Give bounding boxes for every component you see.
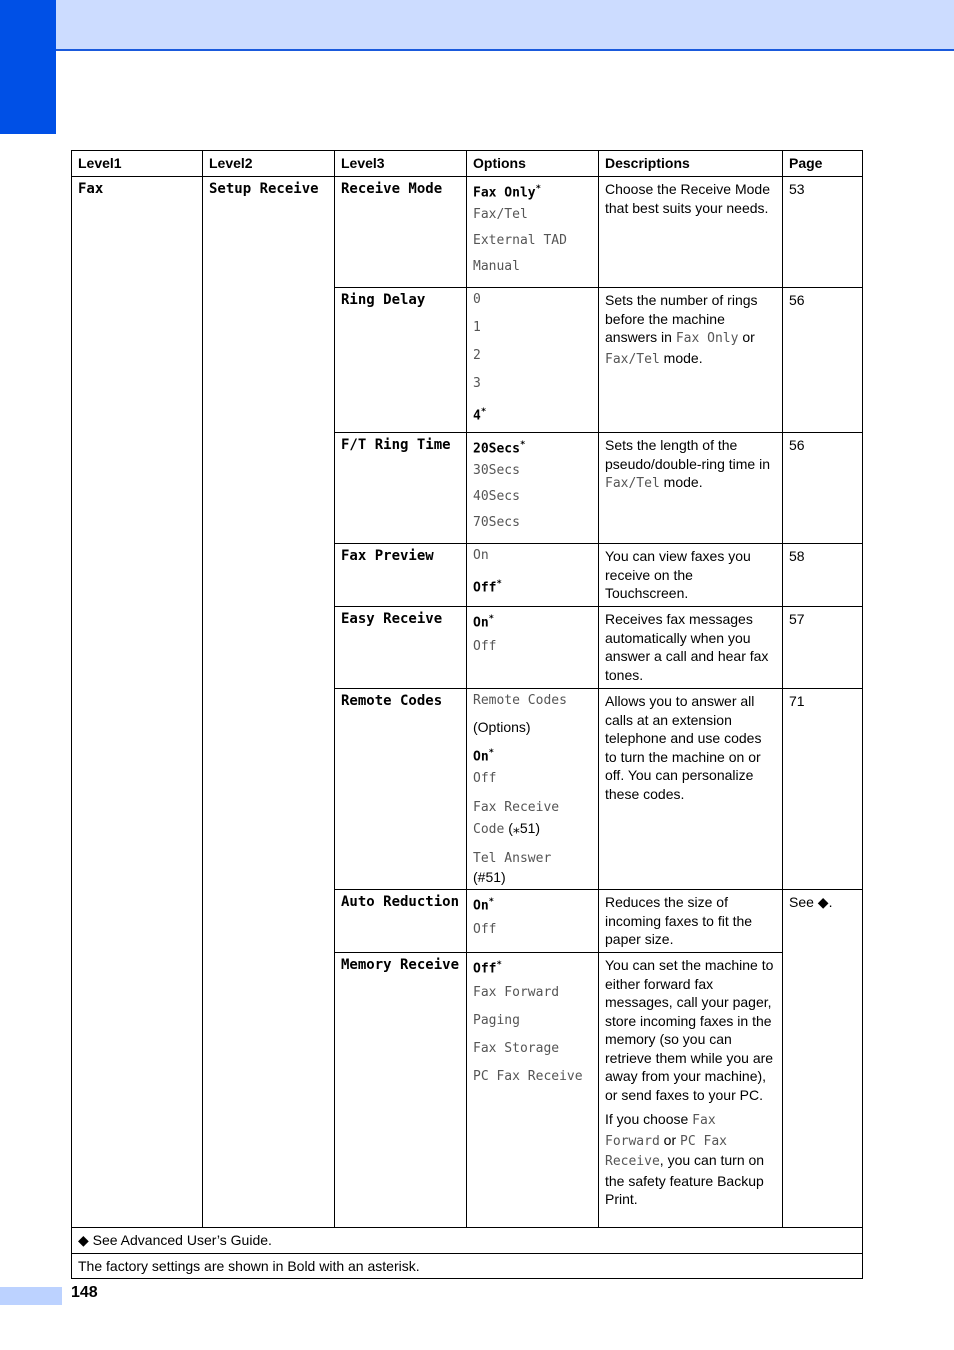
option-item: On* [473, 614, 495, 631]
option-item: Remote Codes [473, 693, 567, 708]
level3-cell: Memory Receive [335, 953, 467, 1228]
page-number: 148 [71, 1284, 98, 1301]
level3-cell: Easy Receive [335, 607, 467, 689]
header-band [0, 0, 954, 51]
note-row [72, 1228, 863, 1254]
options-note: (Options) [473, 719, 531, 735]
header-level2: Level2 [203, 151, 335, 177]
level3-cell: Ring Delay [335, 288, 467, 433]
header-options: Options [467, 151, 599, 177]
option-item: Off* [473, 579, 502, 596]
option-item: On [473, 548, 489, 563]
page-cell: 53 [783, 177, 863, 288]
page-cell: 71 [783, 689, 863, 890]
option-item: External TAD [473, 233, 567, 248]
option-item: 0 [473, 292, 481, 307]
option-item: 2 [473, 348, 481, 363]
options-cell [467, 433, 599, 544]
option-item: Fax/Tel [473, 207, 528, 222]
description-paragraph: You can set the machine to either forward fax messages, call your pager, store incoming faxes in the memory (so you can retrieve them while you are away from your machine), or send faxes to your PC. [605, 957, 774, 1103]
description-paragraph: If you choose Fax Forward or PC Fax Receive, you can turn on the safety feature Backup Print. [605, 1111, 765, 1207]
options-cell [467, 953, 599, 1228]
options-cell [467, 288, 599, 433]
level3-cell: F/T Ring Time [335, 433, 467, 544]
options-cell [467, 544, 599, 607]
option-item: Fax Storage [473, 1041, 560, 1056]
description-cell: Reduces the size of incoming faxes to fit the paper size. [599, 890, 783, 953]
option-item: 20Secs* [473, 440, 526, 457]
table-header-row [72, 151, 863, 177]
option-item: 1 [473, 320, 481, 335]
header-level1: Level1 [72, 151, 203, 177]
option-item: 3 [473, 376, 481, 391]
page-cell: See ◆. [783, 890, 863, 1228]
level3-cell: Receive Mode [335, 177, 467, 288]
option-item: PC Fax Receive [473, 1069, 583, 1084]
level3-cell: Fax Preview [335, 544, 467, 607]
option-item: 40Secs [473, 489, 520, 504]
description-cell: Choose the Receive Mode that best suits your needs. [599, 177, 783, 288]
option-item: 70Secs [473, 515, 520, 530]
chapter-tab-block [0, 0, 56, 134]
settings-table [71, 150, 863, 1279]
description-cell: Receives fax messages automatically when you answer a call and hear fax tones. [599, 607, 783, 689]
option-item: Off [473, 922, 497, 937]
level2-cell: Setup Receive [203, 177, 335, 1228]
advanced-guide-note: ◆ See Advanced User’s Guide. [72, 1228, 863, 1254]
description-cell: Sets the length of the pseudo/double-ring time in Fax/Tel mode. [599, 433, 783, 544]
options-cell [467, 890, 599, 953]
option-item: Manual [473, 259, 520, 274]
header-page: Page [783, 151, 863, 177]
option-item: Off [473, 639, 497, 654]
page-cell: 56 [783, 288, 863, 433]
page-cell: 56 [783, 433, 863, 544]
table-row [72, 177, 863, 288]
description-cell: You can view faxes you receive on the Touchscreen. [599, 544, 783, 607]
note-row [72, 1253, 863, 1279]
option-item: Fax Only* [473, 184, 542, 201]
page-cell: 57 [783, 607, 863, 689]
option-item: Off* [473, 960, 502, 977]
factory-settings-note: The factory settings are shown in Bold with an asterisk. [72, 1253, 863, 1279]
level3-cell: Auto Reduction [335, 890, 467, 953]
header-descriptions: Descriptions [599, 151, 783, 177]
footer-band [0, 1287, 62, 1305]
option-item: 4* [473, 407, 487, 424]
option-item: Fax Forward [473, 985, 560, 1000]
option-item: 30Secs [473, 463, 520, 478]
option-item: On* [473, 748, 495, 765]
option-item: Fax Receive Code (⁎51) [473, 800, 560, 837]
header-level3: Level3 [335, 151, 467, 177]
options-cell [467, 177, 599, 288]
option-item: On* [473, 897, 495, 914]
description-cell: Allows you to answer all calls at an extension telephone and use codes to turn the machine on or off. You can personalize these codes. [599, 689, 783, 890]
options-cell [467, 607, 599, 689]
description-cell [599, 953, 783, 1228]
page-cell: 58 [783, 544, 863, 607]
option-item: Tel Answer [473, 851, 552, 866]
option-item: Off [473, 771, 497, 786]
options-cell [467, 689, 599, 890]
description-cell: Sets the number of rings before the machine answers in Fax Only or Fax/Tel mode. [599, 288, 783, 433]
option-item-value: (#51) [473, 869, 506, 885]
level3-cell: Remote Codes [335, 689, 467, 890]
level1-cell: Fax [72, 177, 203, 1228]
option-item: Paging [473, 1013, 520, 1028]
